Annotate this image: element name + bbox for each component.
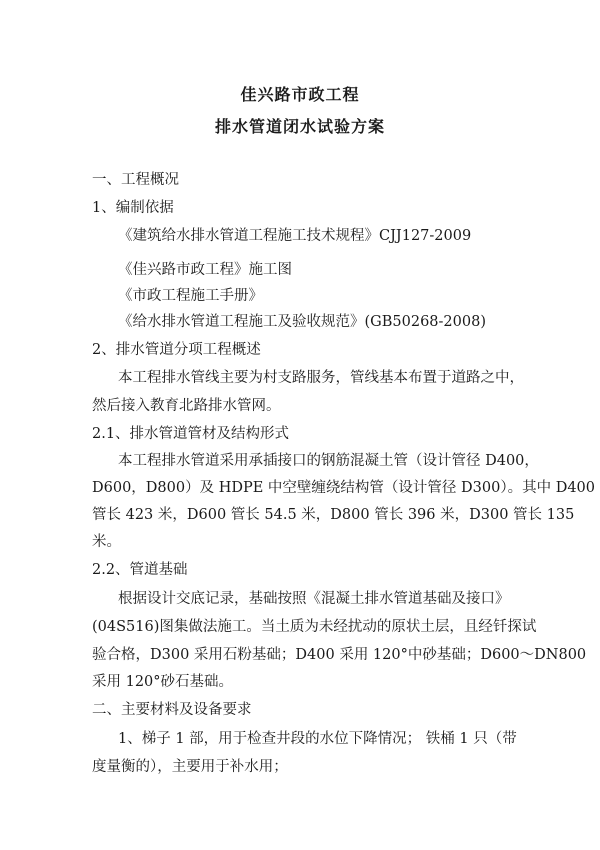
plan-title: 排水管道闭水试验方案 [214,117,385,136]
paragraph-line: 本工程排水管道采用承插接口的钢筋混凝土管（设计管径 D400， [118,453,539,469]
paragraph-line: (04S516)图集做法施工。当土质为未经扰动的原状土层，且经钎探试 [92,619,537,635]
reference-item: 《建筑给水排水管道工程施工技术规程》CJJ127-2009 [118,228,472,244]
paragraph-line: 验合格，D300 采用石粉基础；D400 采用 120°中砂基础；D600～DN800 [92,647,587,663]
section-heading-materials: 二、主要材料及设备要求 [92,702,252,718]
subsection-heading-foundation: 2.2、管道基础 [92,562,188,578]
subsection-heading-basis: 1、编制依据 [92,200,174,216]
reference-item: 《市政工程施工手册》 [118,288,263,304]
paragraph-line: 然后接入教育北路排水管网。 [92,398,281,414]
paragraph-line: D600，D800）及 HDPE 中空壁缠绕结构管（设计管径 D300）。其中 D400 [92,480,596,496]
paragraph-line: 管长 423 米，D600 管长 54.5 米，D800 管长 396 米，D300 管长 135 [92,507,575,523]
section-heading-overview: 一、工程概况 [92,172,179,188]
paragraph-line: 本工程排水管线主要为村支路服务，管线基本布置于道路之中， [118,370,524,386]
reference-item: 《佳兴路市政工程》施工图 [118,262,292,278]
reference-item: 《给水排水管道工程施工及验收规范》(GB50268-2008) [118,314,486,330]
paragraph-line: 度量衡的），主要用于补水用； [92,759,288,775]
paragraph-line: 采用 120°砂石基础。 [92,674,234,690]
subsection-heading-material: 2.1、排水管道管材及结构形式 [92,426,290,442]
project-title: 佳兴路市政工程 [240,85,360,104]
paragraph-line: 根据设计交底记录，基础按照《混凝土排水管道基础及接口》 [118,591,510,607]
paragraph-line: 米。 [92,534,121,550]
subsection-heading-overview: 2、排水管道分项工程概述 [92,342,261,358]
paragraph-line: 1、梯子 1 部，用于检查井段的水位下降情况； 铁桶 1 只（带 [118,731,517,747]
